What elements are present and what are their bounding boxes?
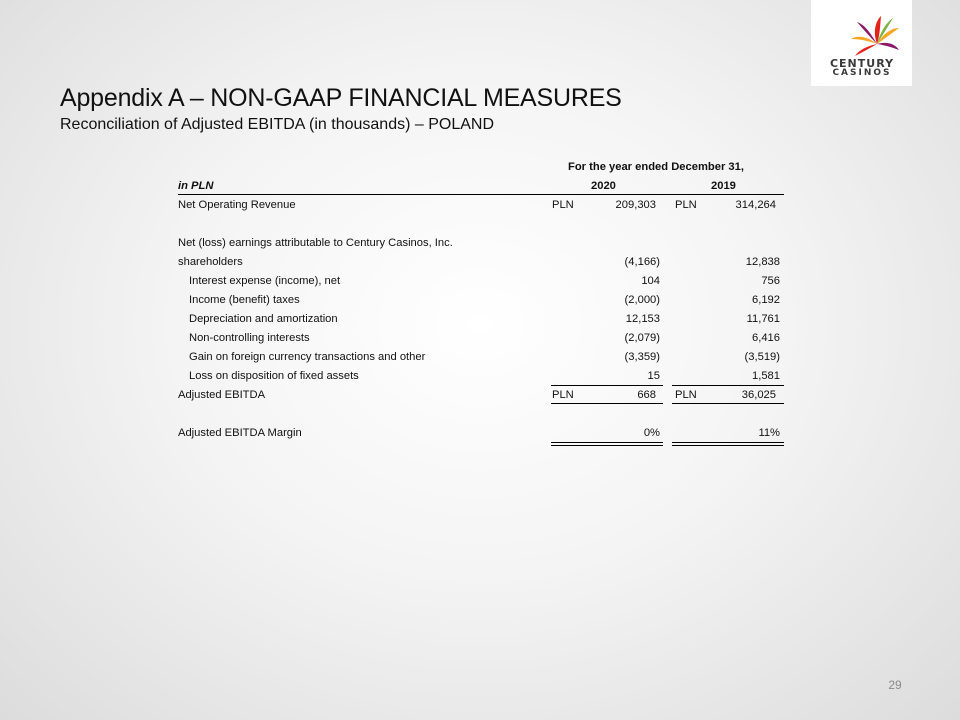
table-period-header-row — [178, 158, 784, 177]
slide-subtitle: Reconciliation of Adjusted EBITDA (in thousands) – POLAND — [60, 116, 494, 133]
year-2019-header: 2019 — [711, 180, 736, 192]
value-2019: 11,761 — [746, 313, 780, 325]
currency-2019: PLN — [675, 199, 697, 211]
table-row-adjustment — [178, 272, 784, 291]
value-2020: 12,153 — [625, 313, 660, 325]
currency-2020: PLN — [552, 389, 574, 401]
table-row-revenue — [178, 196, 784, 215]
value-2019: 314,264 — [735, 199, 776, 211]
row-label: Gain on foreign currency transactions and other — [189, 351, 426, 363]
table-spacer — [178, 405, 784, 424]
row-label: Net (loss) earnings attributable to Century Casinos, Inc. — [178, 237, 453, 249]
value-2019: 11% — [758, 427, 780, 439]
table-row-net-earnings — [178, 253, 784, 272]
row-label: shareholders — [178, 256, 243, 268]
year-2020-header: 2020 — [591, 180, 616, 192]
value-2019: 6,416 — [752, 332, 780, 344]
table-row-adjustment — [178, 291, 784, 310]
value-2019: 12,838 — [745, 256, 780, 268]
header-divider — [178, 194, 784, 195]
value-2020: (4,166) — [624, 256, 660, 268]
value-2020: 209,303 — [615, 199, 656, 211]
row-label: Adjusted EBITDA — [178, 389, 266, 401]
reconciliation-table — [178, 158, 784, 443]
row-label: Net Operating Revenue — [178, 199, 296, 211]
currency-2020: PLN — [552, 199, 574, 211]
slide-title: Appendix A – NON-GAAP FINANCIAL MEASURES — [60, 84, 622, 112]
period-header: For the year ended December 31, — [568, 161, 744, 173]
total-rule-2019 — [672, 403, 784, 404]
table-row-adjustment — [178, 348, 784, 367]
double-rule-2019 — [672, 442, 784, 446]
logo-wordmark-bottom: CASINOS — [832, 68, 892, 78]
century-casinos-logo — [811, 0, 912, 86]
table-row-adjustment — [178, 310, 784, 329]
value-2019: 36,025 — [741, 389, 776, 401]
table-row-adjustment — [178, 329, 784, 348]
value-2020: 0% — [643, 427, 660, 439]
value-2020: (2,079) — [624, 332, 660, 344]
total-rule-2020 — [551, 403, 663, 404]
value-2020: 668 — [637, 389, 656, 401]
row-label: Adjusted EBITDA Margin — [178, 427, 302, 439]
value-2020: 104 — [641, 275, 660, 287]
unit-label: in PLN — [178, 180, 214, 192]
row-label: Non-controlling interests — [189, 332, 310, 344]
table-spacer — [178, 215, 784, 234]
row-label: Depreciation and amortization — [189, 313, 338, 325]
table-row-net-earnings-line1 — [178, 234, 784, 253]
value-2019: 6,192 — [752, 294, 780, 306]
table-row-ebitda-margin — [178, 424, 784, 443]
starburst-logo-icon — [811, 0, 912, 60]
double-rule-2020 — [551, 442, 663, 446]
value-2020: (3,359) — [624, 351, 660, 363]
row-label: Interest expense (income), net — [189, 275, 341, 287]
logo-wordmark-top: CENTURY — [829, 57, 895, 70]
currency-2019: PLN — [675, 389, 697, 401]
value-2020: (2,000) — [624, 294, 660, 306]
value-2019: 1,581 — [752, 370, 780, 382]
row-label: Income (benefit) taxes — [189, 294, 300, 306]
value-2019: 756 — [761, 275, 780, 287]
value-2019: (3,519) — [744, 351, 780, 363]
row-label: Loss on disposition of fixed assets — [189, 370, 359, 382]
page-number: 29 — [888, 678, 902, 692]
table-row-adjustment — [178, 367, 784, 386]
value-2020: 15 — [647, 370, 660, 382]
